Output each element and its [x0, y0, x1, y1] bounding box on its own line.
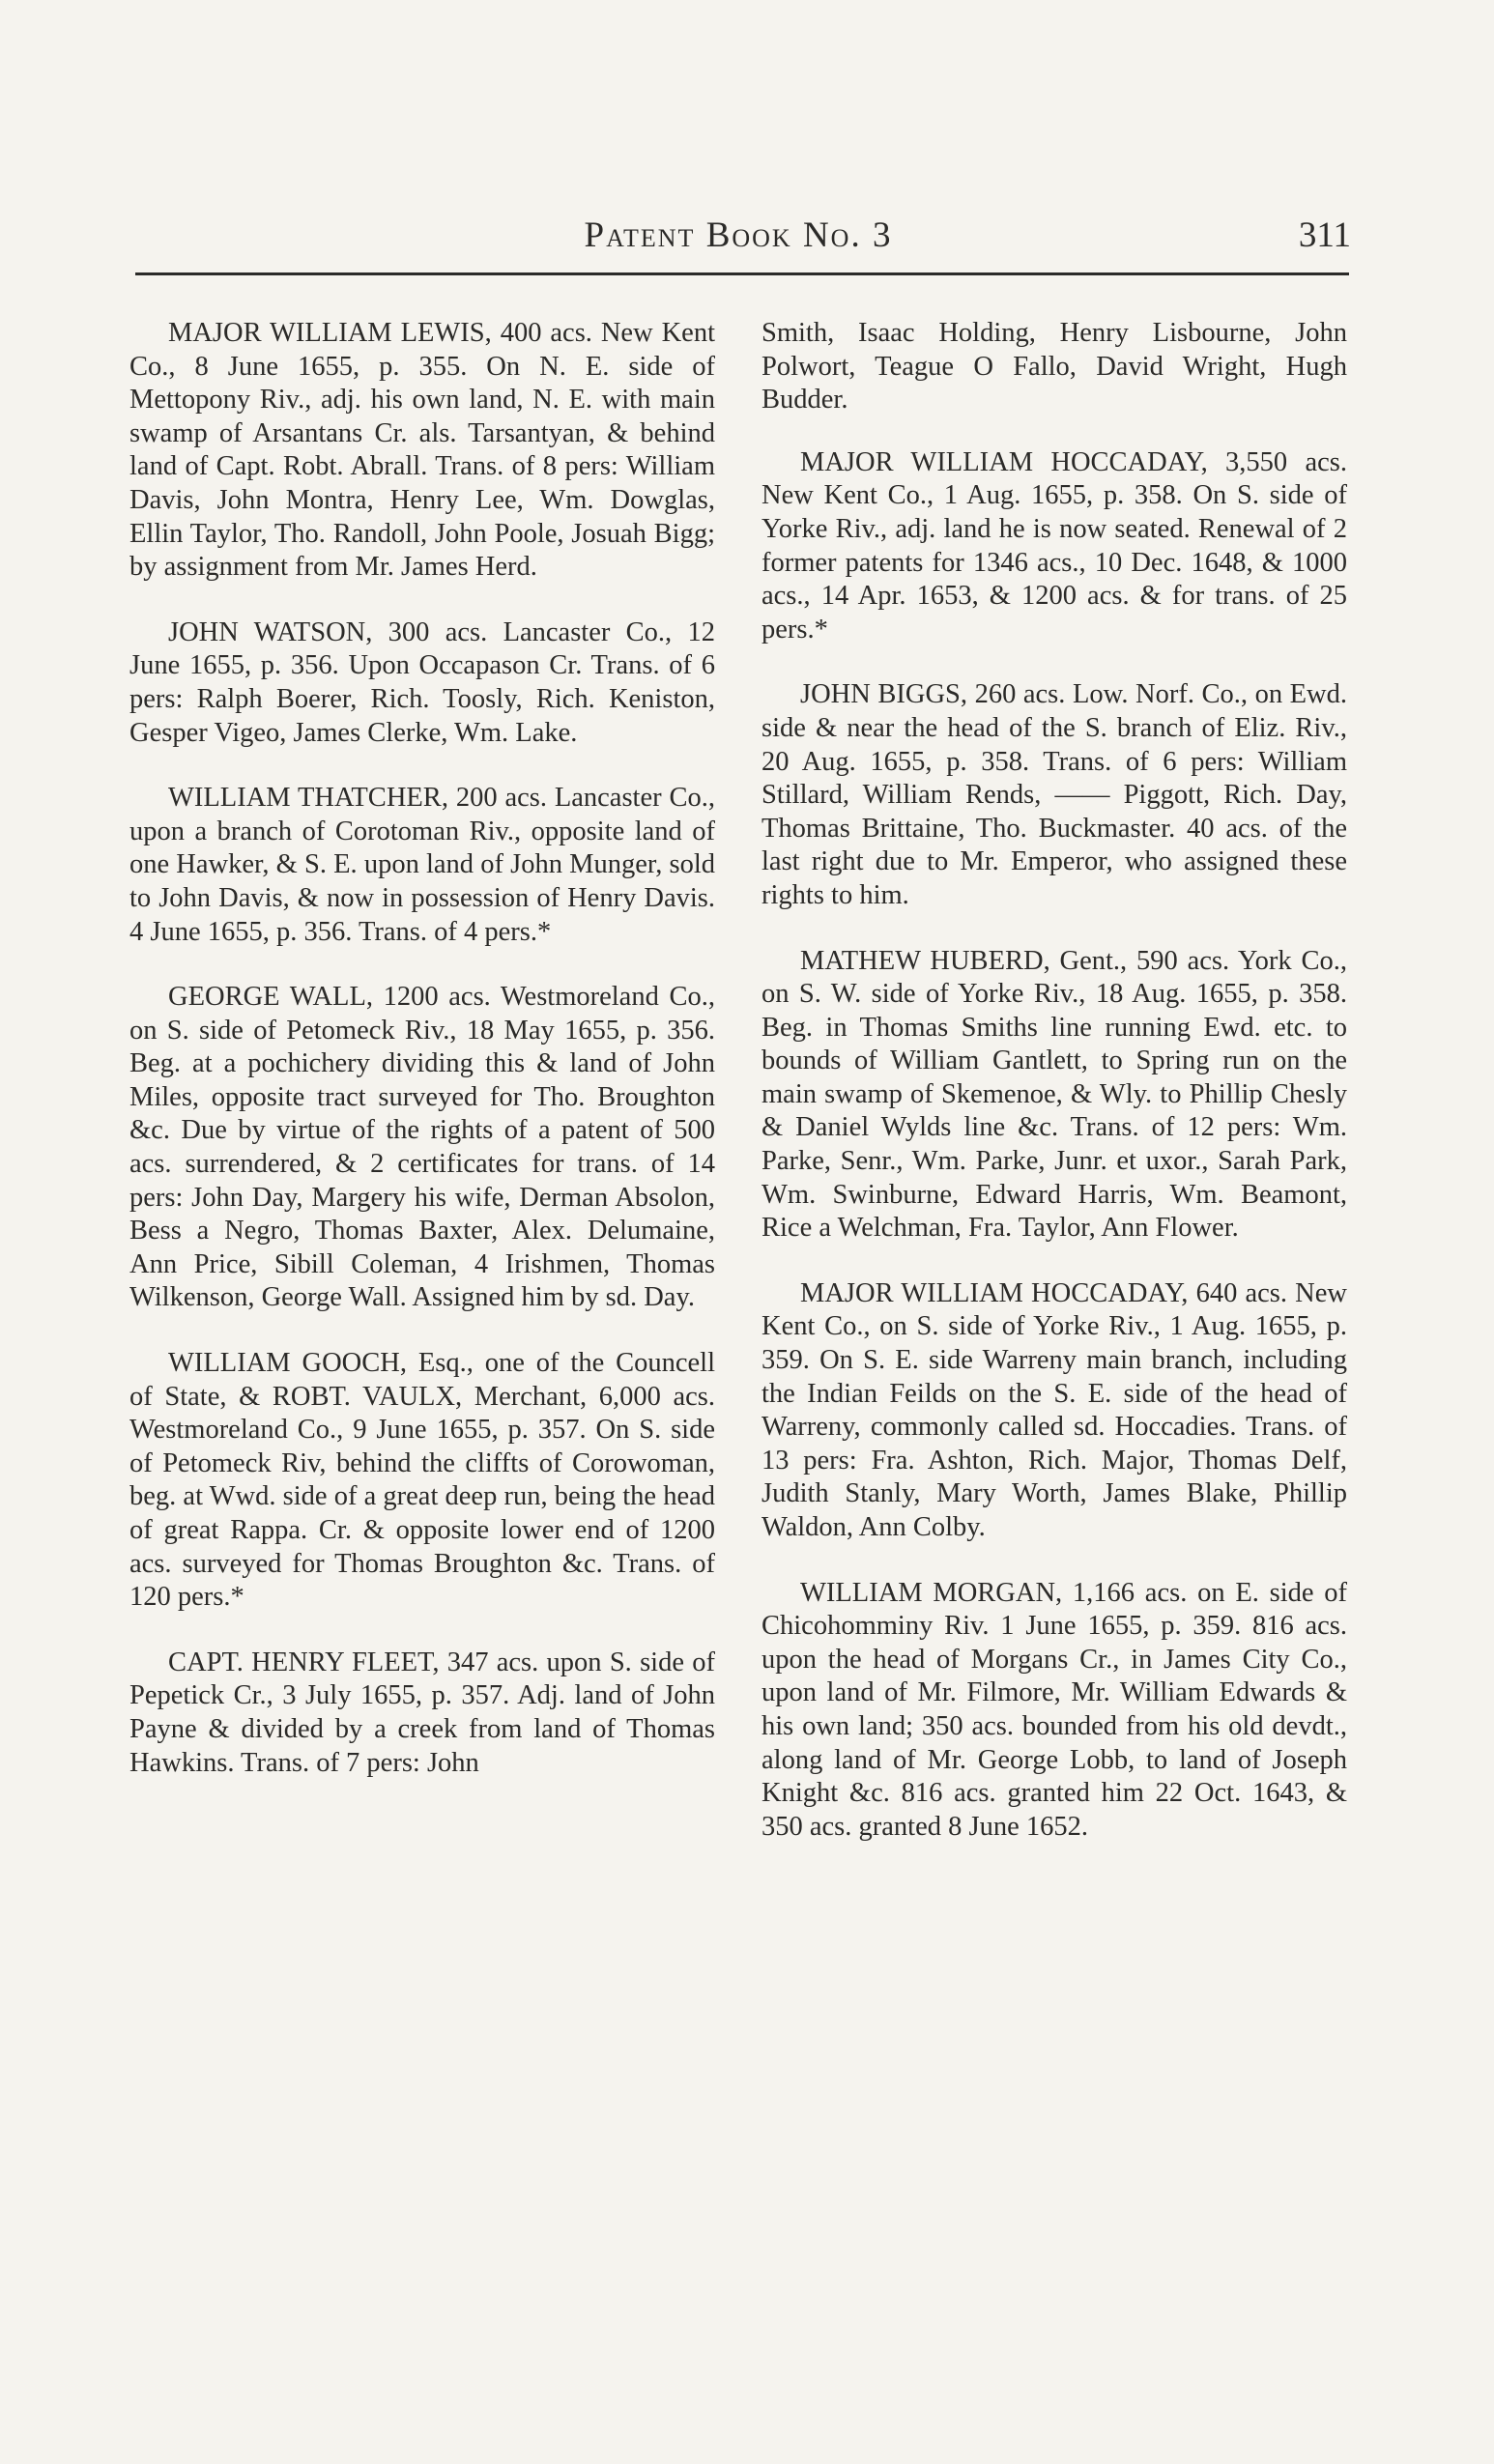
patent-entry — [129, 1347, 715, 1615]
entry-text: MAJOR WILLIAM HOCCADAY, 640 acs. New Kent Co., on S. side of Yorke Riv., 1 Aug. 1655, p. 359. On S. E. side Warreny main branch, including the Indian Feilds on the S. E. side of the head of Warreny, commonly called sd. Hoccadies. Trans. of 13 pers: Fra. Ashton, Rich. Major, Thomas Delf, Judith Stanly, Mary Worth, James Blake, Phillip Waldon, Ann Colby. — [761, 1277, 1347, 1542]
entry-text: CAPT. HENRY FLEET, 347 acs. upon S. side of Pepetick Cr., 3 July 1655, p. 357. Adj. land of John Payne & divided by a creek from land of Thomas Hawkins. Trans. of 7 pers: John — [129, 1647, 715, 1778]
entry-text: MAJOR WILLIAM HOCCADAY, 3,550 acs. New Kent Co., 1 Aug. 1655, p. 358. On S. side of Yorke Riv., adj. land he is now seated. Renewal of 2 former patents for 1346 acs., 10 Dec. 1648, & 1000 acs., 14 Apr. 1653, & 1200 acs. & for trans. of 25 pers.* — [761, 446, 1347, 645]
patent-entry — [129, 616, 715, 750]
page-header — [126, 215, 1351, 263]
patent-entry — [761, 446, 1347, 647]
patent-entry — [129, 317, 715, 585]
patent-entry — [761, 1577, 1347, 1845]
patent-entry — [761, 945, 1347, 1246]
entry-text: WILLIAM MORGAN, 1,166 acs. on E. side of Chicohomminy Riv. 1 June 1655, p. 359. 816 acs. upon the head of Morgans Cr., in James City Co., upon land of Mr. Filmore, Mr. William Edwards & his own land; 350 acs. bounded from his old devdt., along land of Mr. George Lobb, to land of Joseph Knight &c. 816 acs. granted him 22 Oct. 1643, & 350 acs. granted 8 June 1652. — [761, 1577, 1347, 1842]
entry-text: WILLIAM THATCHER, 200 acs. Lancaster Co., upon a branch of Corotoman Riv., opposite land of one Hawker, & S. E. upon land of John Munger, sold to John Davis, & now in possession of Henry Davis. 4 June 1655, p. 356. Trans. of 4 pers.* — [129, 783, 715, 947]
entry-text: MATHEW HUBERD, Gent., 590 acs. York Co., on S. W. side of Yorke Riv., 18 Aug. 1655, p. 358. Beg. in Thomas Smiths line running Ewd. etc. to bounds of William Gantlett, to Spring run on the main swamp of Skemenoe, & Wly. to Phillip Chesly & Daniel Wylds line &c. Trans. of 12 pers: Wm. Parke, Senr., Wm. Parke, Junr. et uxor., Sarah Park, Wm. Swinburne, Edward Harris, Wm. Beamont, Rice a Welchman, Fra. Taylor, Ann Flower. — [761, 945, 1347, 1244]
right-column — [761, 317, 1347, 1876]
entry-text: JOHN BIGGS, 260 acs. Low. Norf. Co., on Ewd. side & near the head of the S. branch of Eliz. Riv., 20 Aug. 1655, p. 358. Trans. of 6 pers: William Stillard, William Rends, —— Piggott, Rich. Day, Thomas Brittaine, Tho. Buckmaster. 40 acs. of the last right due to Mr. Emperor, who assigned these rights to him. — [761, 679, 1347, 910]
entry-text: Smith, Isaac Holding, Henry Lisbourne, John Polwort, Teague O Fallo, David Wright, Hugh Budder. — [761, 318, 1347, 415]
entry-text: MAJOR WILLIAM LEWIS, 400 acs. New Kent Co., 8 June 1655, p. 355. On N. E. side of Mettopony Riv., adj. his own land, N. E. with main swamp of Arsantans Cr. als. Tarsantyan, & behind land of Capt. Robt. Abrall. Trans. of 8 pers: William Davis, John Montra, Henry Lee, Wm. Dowglas, Ellin Taylor, Tho. Randoll, John Poole, Josuah Bigg; by assignment from Mr. James Herd. — [129, 318, 715, 583]
header-rule — [135, 272, 1349, 275]
entry-text: GEORGE WALL, 1200 acs. Westmoreland Co., on S. side of Petomeck Riv., 18 May 1655, p. 356. Beg. at a pochichery dividing this & land of John Miles, opposite tract surveyed for Tho. Broughton &c. Due by virtue of the rights of a patent of 500 acs. surrendered, & 2 certificates for trans. of 14 pers: John Day, Margery his wife, Derman Absolon, Bess a Negro, Thomas Baxter, Alex. Delumaine, Ann Price, Sibill Coleman, 4 Irishmen, Thomas Wilkenson, George Wall. Assigned him by sd. Day. — [129, 982, 715, 1313]
patent-entry — [129, 981, 715, 1315]
patent-entry — [129, 1647, 715, 1780]
patent-entry — [761, 1277, 1347, 1545]
patent-entry-continuation — [761, 317, 1347, 417]
entry-text: JOHN WATSON, 300 acs. Lancaster Co., 12 June 1655, p. 356. Upon Occapason Cr. Trans. of 6 pers: Ralph Boerer, Rich. Toosly, Rich. Keniston, Gesper Vigeo, James Clerke, Wm. Lake. — [129, 616, 715, 748]
patent-entry — [761, 678, 1347, 912]
page-number: 311 — [1298, 215, 1351, 255]
left-column — [129, 317, 715, 1812]
running-head: Patent Book No. 3 — [584, 215, 893, 255]
patent-entry — [129, 782, 715, 949]
entry-text: WILLIAM GOOCH, Esq., one of the Councell of State, & ROBT. VAULX, Merchant, 6,000 acs. Westmoreland Co., 9 June 1655, p. 357. On S. side of Petomeck Riv, behind the cliffts of Corowoman, beg. at Wwd. side of a great deep run, being the head of great Rappa. Cr. & opposite lower end of 1200 acs. surveyed for Thomas Broughton &c. Trans. of 120 pers.* — [129, 1348, 715, 1613]
